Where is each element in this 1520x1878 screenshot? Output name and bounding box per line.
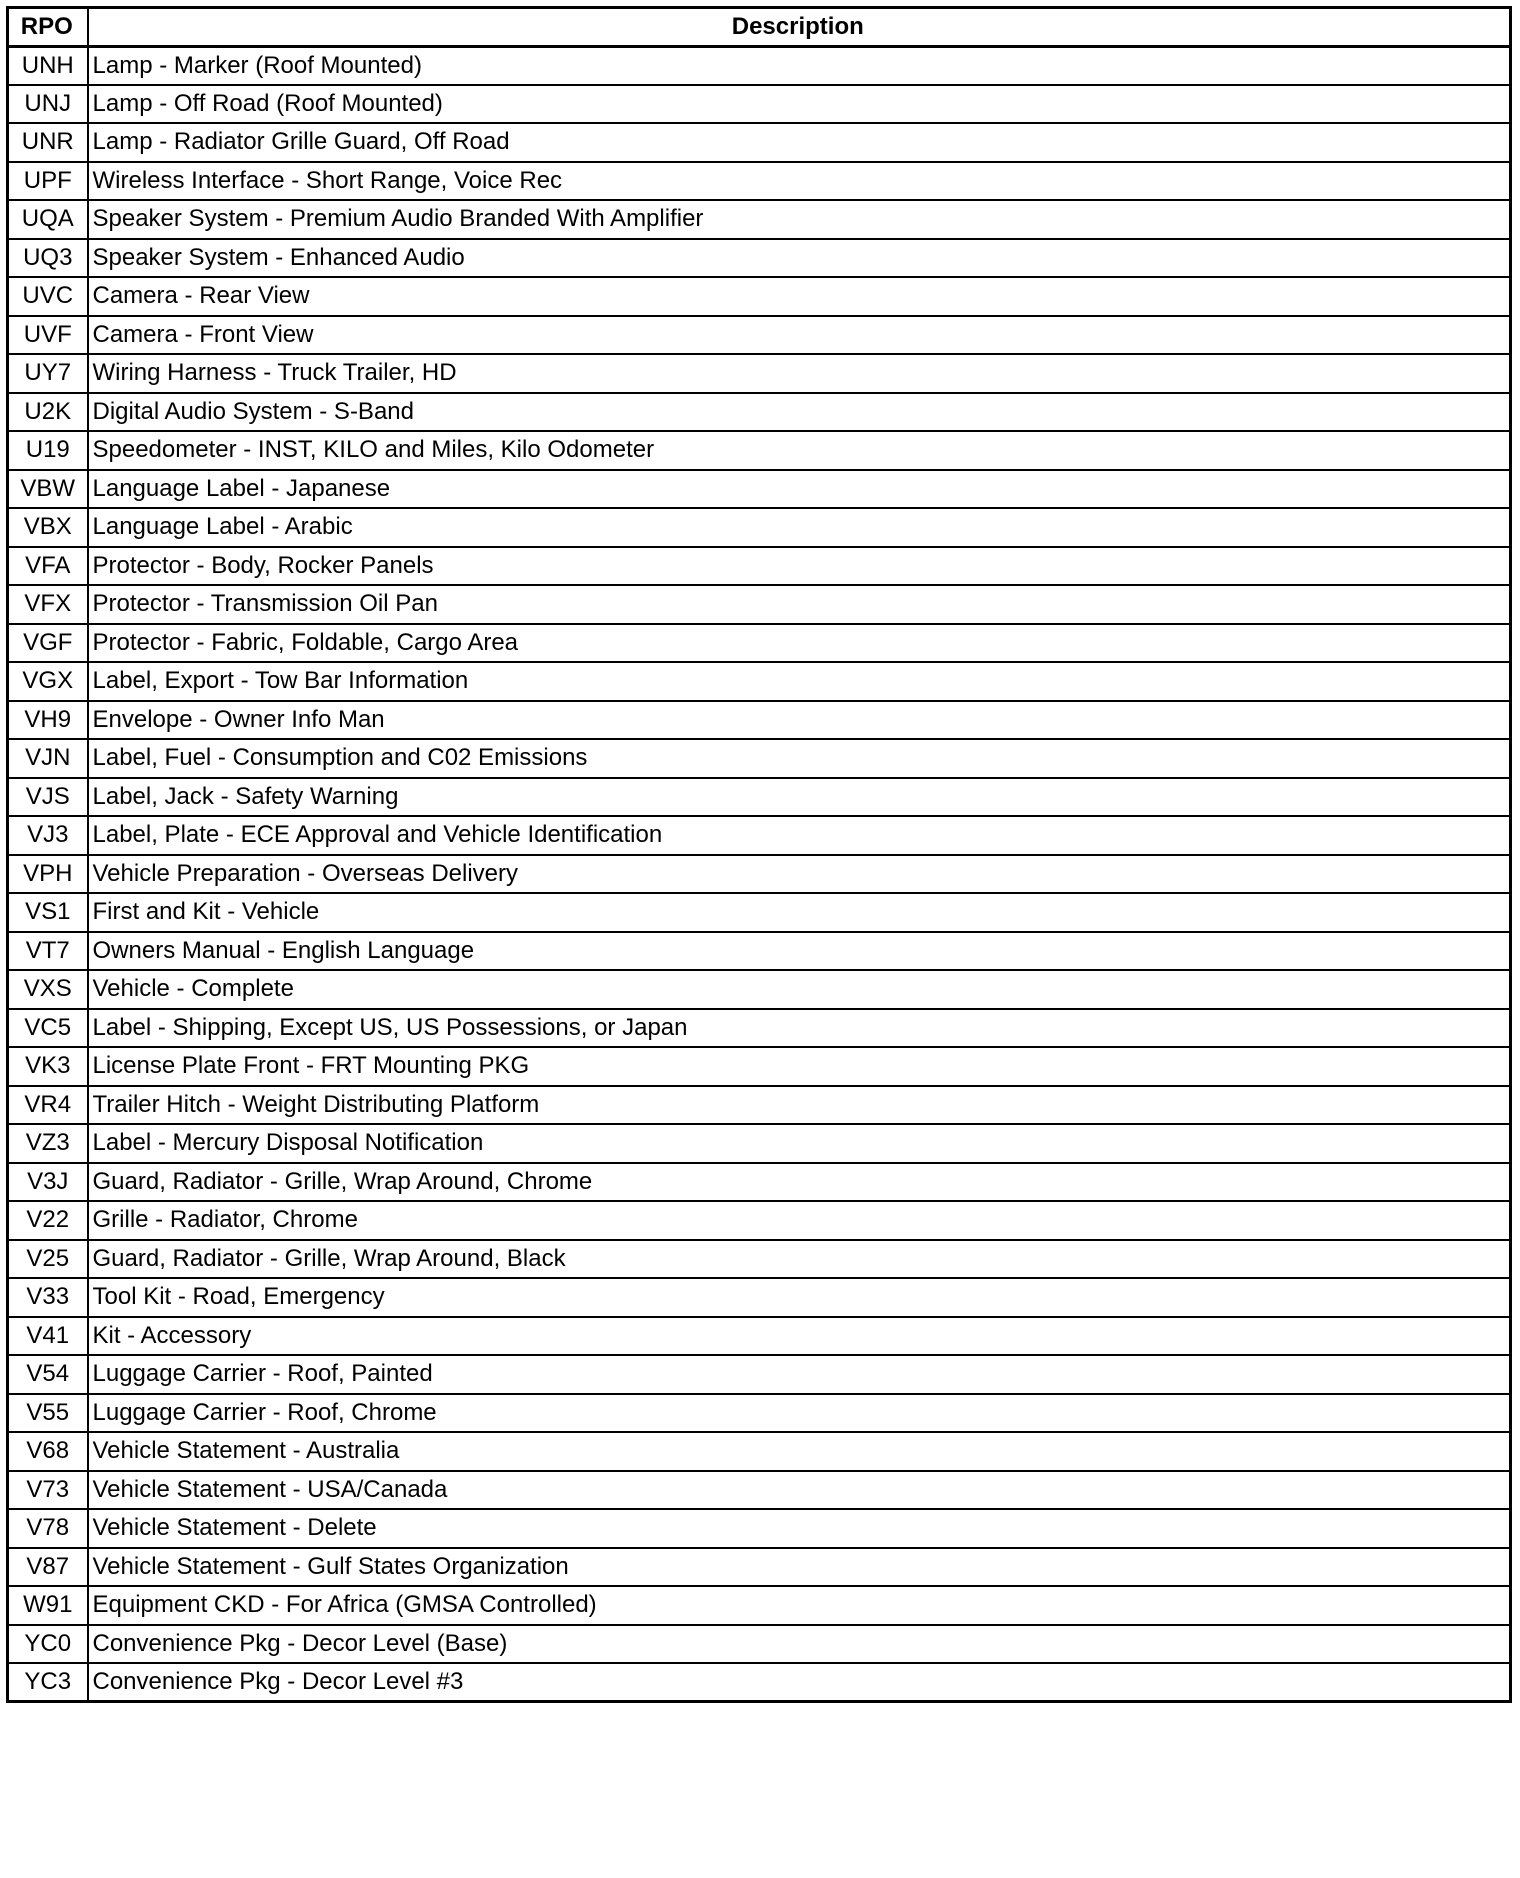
table-row [8,393,1511,432]
rpo-code-cell: VFX [8,585,88,624]
table-header [8,8,1511,47]
description-cell: Vehicle Statement - Delete [88,1509,1511,1548]
description-cell: Guard, Radiator - Grille, Wrap Around, Chrome [88,1163,1511,1202]
rpo-code-cell: VC5 [8,1009,88,1048]
table-row [8,624,1511,663]
table-row [8,354,1511,393]
rpo-code-cell: U2K [8,393,88,432]
table-row [8,123,1511,162]
description-cell: Speaker System - Premium Audio Branded With Amplifier [88,200,1511,239]
rpo-code-cell: UY7 [8,354,88,393]
rpo-code-cell: U19 [8,431,88,470]
description-cell: Language Label - Japanese [88,470,1511,509]
table-row [8,778,1511,817]
rpo-code-cell: YC3 [8,1663,88,1702]
description-cell: Lamp - Marker (Roof Mounted) [88,46,1511,85]
description-cell: Wiring Harness - Truck Trailer, HD [88,354,1511,393]
table-row [8,1124,1511,1163]
description-cell: Protector - Body, Rocker Panels [88,547,1511,586]
description-cell: Vehicle - Complete [88,970,1511,1009]
description-cell: Label, Jack - Safety Warning [88,778,1511,817]
rpo-code-cell: W91 [8,1586,88,1625]
description-cell: Guard, Radiator - Grille, Wrap Around, Black [88,1240,1511,1279]
table-row [8,662,1511,701]
header-description: Description [88,8,1511,47]
rpo-code-cell: V55 [8,1394,88,1433]
table-row [8,1201,1511,1240]
description-cell: Grille - Radiator, Chrome [88,1201,1511,1240]
table-row [8,1432,1511,1471]
table-row [8,893,1511,932]
rpo-code-cell: UNJ [8,85,88,124]
rpo-code-cell: V68 [8,1432,88,1471]
table-row [8,508,1511,547]
table-row [8,1278,1511,1317]
description-cell: Lamp - Radiator Grille Guard, Off Road [88,123,1511,162]
description-cell: Equipment CKD - For Africa (GMSA Controlled) [88,1586,1511,1625]
rpo-code-cell: VPH [8,855,88,894]
table-row [8,200,1511,239]
rpo-code-cell: V54 [8,1355,88,1394]
table-row [8,1586,1511,1625]
rpo-code-cell: VJS [8,778,88,817]
table-row [8,701,1511,740]
rpo-code-cell: V87 [8,1548,88,1587]
description-cell: Wireless Interface - Short Range, Voice Rec [88,162,1511,201]
rpo-code-cell: UPF [8,162,88,201]
table-row [8,932,1511,971]
rpo-table [6,6,1512,1703]
table-row [8,1625,1511,1664]
description-cell: Vehicle Statement - USA/Canada [88,1471,1511,1510]
table-row [8,547,1511,586]
table-row [8,855,1511,894]
rpo-code-cell: V25 [8,1240,88,1279]
table-row [8,1355,1511,1394]
table-body [8,46,1511,1702]
description-cell: Convenience Pkg - Decor Level (Base) [88,1625,1511,1664]
rpo-code-cell: UQ3 [8,239,88,278]
rpo-code-cell: UNR [8,123,88,162]
description-cell: Luggage Carrier - Roof, Chrome [88,1394,1511,1433]
description-cell: Camera - Rear View [88,277,1511,316]
rpo-code-cell: VJ3 [8,816,88,855]
table-row [8,1163,1511,1202]
rpo-code-cell: VGF [8,624,88,663]
table-row [8,431,1511,470]
table-row [8,970,1511,1009]
rpo-code-cell: VH9 [8,701,88,740]
table-row [8,816,1511,855]
rpo-code-cell: V22 [8,1201,88,1240]
rpo-code-cell: VXS [8,970,88,1009]
rpo-code-cell: YC0 [8,1625,88,1664]
table-row [8,1509,1511,1548]
description-cell: Tool Kit - Road, Emergency [88,1278,1511,1317]
description-cell: Label, Plate - ECE Approval and Vehicle Identification [88,816,1511,855]
description-cell: Protector - Transmission Oil Pan [88,585,1511,624]
table-row [8,1317,1511,1356]
description-cell: Digital Audio System - S-Band [88,393,1511,432]
rpo-code-cell: UVF [8,316,88,355]
table-row [8,46,1511,85]
rpo-code-cell: V33 [8,1278,88,1317]
rpo-code-cell: V78 [8,1509,88,1548]
description-cell: Luggage Carrier - Roof, Painted [88,1355,1511,1394]
rpo-code-cell: VZ3 [8,1124,88,1163]
table-row [8,162,1511,201]
rpo-code-cell: VBX [8,508,88,547]
table-row [8,585,1511,624]
table-row [8,1086,1511,1125]
description-cell: Convenience Pkg - Decor Level #3 [88,1663,1511,1702]
description-cell: Lamp - Off Road (Roof Mounted) [88,85,1511,124]
table-row [8,239,1511,278]
rpo-code-cell: V3J [8,1163,88,1202]
rpo-code-cell: VGX [8,662,88,701]
description-cell: Label - Shipping, Except US, US Possessions, or Japan [88,1009,1511,1048]
description-cell: First and Kit - Vehicle [88,893,1511,932]
header-row [8,8,1511,47]
table-row [8,1240,1511,1279]
table-row [8,739,1511,778]
description-cell: Label, Export - Tow Bar Information [88,662,1511,701]
rpo-code-cell: UNH [8,46,88,85]
rpo-code-cell: VK3 [8,1047,88,1086]
description-cell: Speaker System - Enhanced Audio [88,239,1511,278]
rpo-code-cell: VR4 [8,1086,88,1125]
description-cell: Label, Fuel - Consumption and C02 Emissions [88,739,1511,778]
description-cell: Protector - Fabric, Foldable, Cargo Area [88,624,1511,663]
rpo-code-cell: VT7 [8,932,88,971]
description-cell: Label - Mercury Disposal Notification [88,1124,1511,1163]
table-row [8,277,1511,316]
description-cell: Vehicle Preparation - Overseas Delivery [88,855,1511,894]
header-rpo: RPO [8,8,88,47]
table-row [8,316,1511,355]
table-row [8,1009,1511,1048]
description-cell: Camera - Front View [88,316,1511,355]
table-row [8,470,1511,509]
rpo-code-cell: VBW [8,470,88,509]
table-row [8,1663,1511,1702]
description-cell: Envelope - Owner Info Man [88,701,1511,740]
description-cell: Trailer Hitch - Weight Distributing Platform [88,1086,1511,1125]
description-cell: Kit - Accessory [88,1317,1511,1356]
rpo-code-cell: UQA [8,200,88,239]
table-row [8,1047,1511,1086]
rpo-code-cell: VJN [8,739,88,778]
table-row [8,1471,1511,1510]
description-cell: Vehicle Statement - Gulf States Organization [88,1548,1511,1587]
table-row [8,1394,1511,1433]
rpo-code-cell: V73 [8,1471,88,1510]
description-cell: Language Label - Arabic [88,508,1511,547]
rpo-code-cell: VFA [8,547,88,586]
rpo-code-cell: VS1 [8,893,88,932]
description-cell: License Plate Front - FRT Mounting PKG [88,1047,1511,1086]
rpo-code-cell: UVC [8,277,88,316]
rpo-code-cell: V41 [8,1317,88,1356]
table-row [8,85,1511,124]
description-cell: Speedometer - INST, KILO and Miles, Kilo Odometer [88,431,1511,470]
description-cell: Vehicle Statement - Australia [88,1432,1511,1471]
table-row [8,1548,1511,1587]
description-cell: Owners Manual - English Language [88,932,1511,971]
